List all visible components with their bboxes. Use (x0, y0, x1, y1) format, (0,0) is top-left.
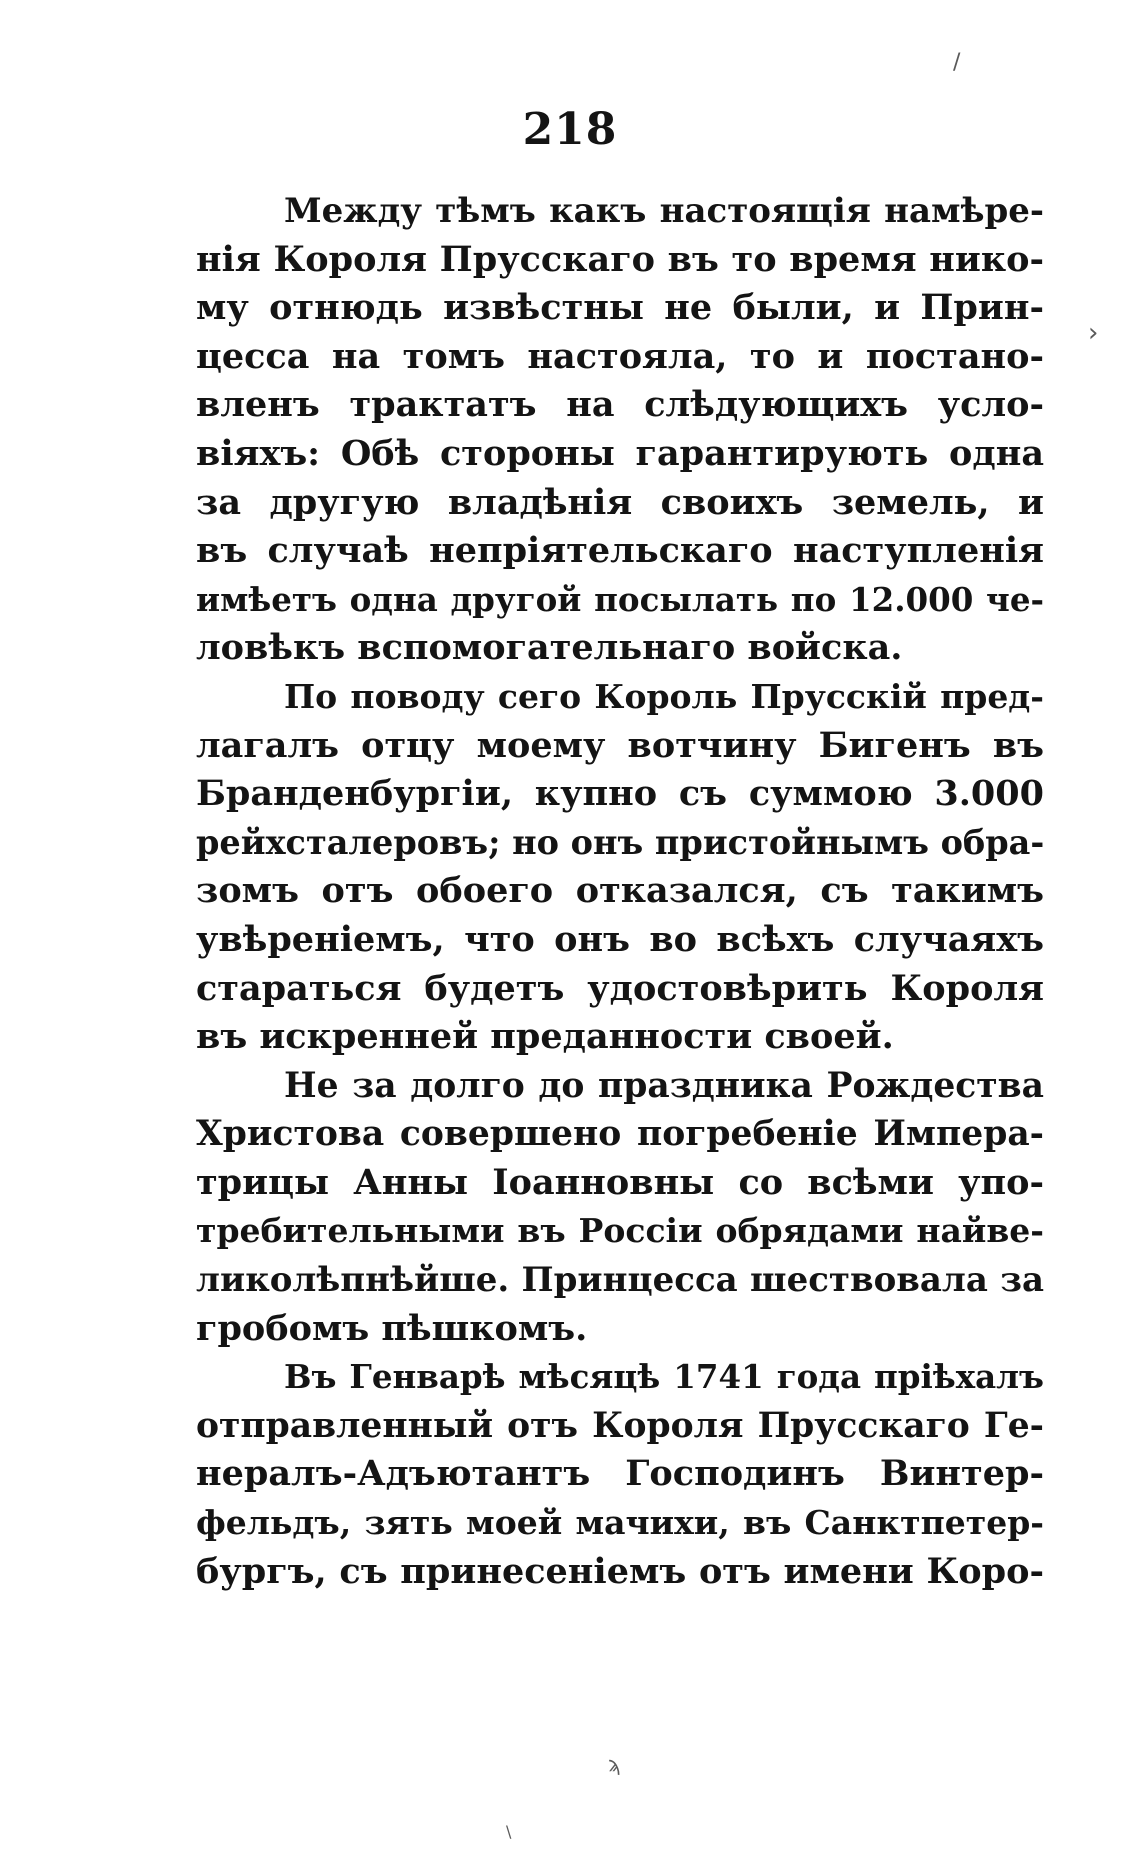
text-line: ловѣкъ вспомогательнаго войска. (196, 627, 903, 669)
text-line: въ искренней преданности своей. (196, 1016, 894, 1058)
paragraph-4 (196, 1353, 1044, 1596)
text-line: Между тѣмъ какъ настоящія намѣре- (284, 191, 1044, 231)
margin-mark-right: › (1088, 318, 1099, 348)
body-text (196, 187, 1044, 1596)
text-line: требительными въ Россіи обрядами найве- (196, 1211, 1044, 1251)
margin-mark-bottom: ϡ (608, 1752, 621, 1776)
text-line: По поводу сего Король Прусскій пред- (284, 676, 1044, 716)
page-number: 218 (522, 104, 618, 155)
text-line: стараться будетъ удостовѣрить Короля (196, 967, 1044, 1009)
text-line: вленъ трактатъ на слѣдующихъ усло- (196, 384, 1044, 426)
text-line: лагалъ отцу моему вотчину Бигенъ въ (196, 724, 1044, 766)
margin-mark-bottom-small: \ (506, 1822, 512, 1841)
text-line: нія Короля Прусскаго въ то время нико- (196, 238, 1044, 280)
text-line: цесса на томъ настояла, то и постано- (196, 335, 1044, 377)
text-line: Въ Генварѣ мѣсяцѣ 1741 года пріѣхалъ (284, 1357, 1044, 1397)
text-line: Христова совершено погребеніе Импера- (196, 1114, 1044, 1155)
text-line: имѣетъ одна другой посылать по 12.000 че- (196, 579, 1044, 619)
text-line: рейхсталеровъ; но онъ пристойнымъ обра- (196, 822, 1045, 862)
margin-mark-top: / (953, 50, 961, 75)
text-line: бургъ, съ принесеніемъ отъ имени Коро- (196, 1550, 1044, 1592)
text-line: нералъ-Адъютантъ Господинъ Винтер- (196, 1453, 1044, 1495)
text-line: гробомъ пѣшкомъ. (196, 1307, 588, 1349)
text-line: трицы Анны Іоанновны со всѣми упо- (196, 1161, 1044, 1203)
text-line: увѣреніемъ, что онъ во всѣхъ случаяхъ (196, 918, 1044, 960)
text-line: Не за долго до праздника Рождества (284, 1065, 1044, 1106)
text-line: ликолѣпнѣйше. Принцесса шествовала за (196, 1260, 1044, 1301)
text-line: віяхъ: Обѣ стороны гарантирують одна (196, 432, 1044, 474)
paragraph-1 (196, 187, 1044, 673)
text-line: му отнюдь извѣстны не были, и Прин- (196, 287, 1044, 329)
text-line: Бранденбургіи, купно съ суммою 3.000 (196, 773, 1044, 815)
text-line: отправленный отъ Короля Прусскаго Ге- (196, 1405, 1044, 1446)
paragraph-3 (196, 1062, 1044, 1354)
text-line: зомъ отъ обоего отказался, съ такимъ (196, 870, 1044, 912)
text-line: въ случаѣ непріятельскаго наступленія (196, 530, 1044, 572)
text-line: за другую владѣнія своихъ земель, и (196, 481, 1044, 523)
paragraph-2 (196, 673, 1044, 1062)
text-line: фельдъ, зять моей мачихи, въ Санктпетер- (196, 1503, 1044, 1543)
